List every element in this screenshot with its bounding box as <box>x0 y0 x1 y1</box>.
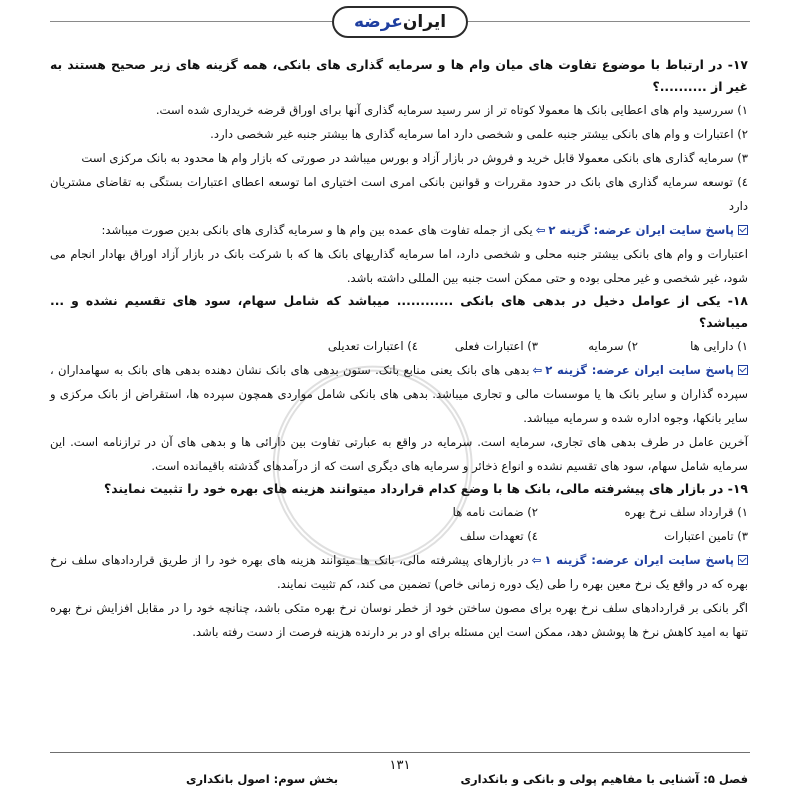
checkbox-icon <box>738 365 748 375</box>
checkbox-icon <box>738 225 748 235</box>
page-number: ۱۳۱ <box>389 758 411 773</box>
header-rule-right <box>468 21 750 22</box>
q18-answer <box>50 358 748 430</box>
q19-option-3: ۳) تامین اعتبارات <box>664 529 748 543</box>
question-17: ۱۷- در ارتباط با موضوع تفاوت های میان وام ها و سرمایه گذاری های بانکی، همه گزینه های زیر صحیح هستند به غیر از ..........؟ <box>50 57 748 94</box>
q17-option-3: ۳) سرمایه گذاری های بانکی معمولا قابل خرید و فروش در بازار آزاد و بورس میباشد در صورتی که بازار وام ها محدود به بانک مرکزی است <box>81 151 748 165</box>
q17-explanation: اعتبارات و وام های بانکی بیشتر جنبه محلی و شخصی دارد، اما سرمایه گذاریهای بانک ها که با شرکت بانک در بازار آزاد اوراق بهادار انجام می شود، غیر شخصی و غیر محلی بوده و حتی ممکن است جنبه بین المللی داشته باشد. <box>50 247 748 285</box>
q18-options <box>50 334 748 358</box>
site-logo <box>332 6 468 38</box>
q18-option-4: ٤) اعتبارات تعدیلی <box>327 339 418 353</box>
q18-explanation: آخرین عامل در طرف بدهی های تجاری، سرمایه است. سرمایه در واقع به عبارتی تفاوت بین دارائی ها و بدهی های آن در ترازنامه است. این سرمایه شامل سهام، سود های تقسیم نشده و انواع ذخائر و سرمایه های دیگری است که از درآمدهای گذشته باقیمانده است. <box>50 435 748 473</box>
q19-answer <box>50 548 748 596</box>
q17-answer <box>50 218 748 242</box>
logo-text-part1: ایران <box>402 12 447 32</box>
arrow-icon: ⇦ <box>532 363 543 377</box>
question-19: ۱۹- در بازار های پیشرفته مالی، بانک ها با وضع کدام قرارداد میتوانند هزینه های بهره خود را تثبیت نمایند؟ <box>104 481 748 496</box>
footer-rule <box>50 752 750 753</box>
footer-section: بخش سوم: اصول بانکداری <box>186 772 339 786</box>
q18-answer-title: پاسخ سایت ایران عرضه: گزینه ۲ <box>545 363 734 377</box>
q17-option-1: ۱) سررسید وام های اعطایی بانک ها معمولا کوتاه تر از سر رسید سرمایه گذاری آنها برای اوراق قرضه خریداری شده است. <box>155 103 748 117</box>
q19-answer-text: در بازارهای پیشرفته مالی، بانک ها میتوانند هزینه های بهره خود را از طریق قراردادهای سلف نرخ بهره که در واقع یک نرخ معین بهره را طی (یک دوره زمانی خاص) تضمین می کند، کم تثبیت نمایند. <box>50 553 748 591</box>
header-rule-left <box>50 21 332 22</box>
q19-option-1: ۱) قرارداد سلف نرخ بهره <box>624 505 748 519</box>
q18-option-3: ۳) اعتبارات فعلی <box>454 339 538 353</box>
q19-answer-title: پاسخ سایت ایران عرضه: گزینه ۱ <box>544 553 734 567</box>
q18-answer-text: بدهی های بانک یعنی منابع بانک. ستون بدهی های بانک نشان دهنده بدهی های بانک به سهامداران ، سپرده گذاران و سایر بانک ها یا موسسات مالی و تجاری میباشد. بدهی های بانکی شامل مواردی همچون سپرده ها، استقراض از بانک مرکزی و سایر بانکها، وجوه اداره شده و سرمایه میباشد. <box>50 363 748 425</box>
arrow-icon: ⇦ <box>531 553 542 567</box>
q17-answer-title: پاسخ سایت ایران عرضه: گزینه ۲ <box>548 223 734 237</box>
q19-option-4: ٤) تعهدات سلف <box>459 529 538 543</box>
checkbox-icon <box>738 555 748 565</box>
q17-answer-text: یکی از جمله تفاوت های عمده بین وام ها و سرمایه گذاری های بانکی بدین صورت میباشد: <box>101 223 533 237</box>
arrow-icon: ⇦ <box>535 223 546 237</box>
q17-option-4: ٤) توسعه سرمایه گذاری های بانک در حدود مقررات و قوانین بانکی امری است اختیاری اما توسعه اعطای اعتبارات بستگی به تقاضای مشتریان دارد <box>50 175 748 213</box>
q18-option-2: ۲) سرمایه <box>588 339 638 353</box>
logo-text-part2: عرضه <box>353 12 403 32</box>
q19-explanation: اگر بانکی بر قراردادهای سلف نرخ بهره برای مصون ساختن خود از خطر نوسان نرخ بهره متکی باشد، چنانچه خود را در مقابل افزایش نرخ بهره تنها به امید کاهش نرخ ها پوشش دهد، ممکن است این مسئله برای او در بر دارنده هزینه فرصت از دست رفته باشد. <box>50 601 748 639</box>
q19-options-row2 <box>50 524 748 548</box>
q17-option-2: ۲) اعتبارات و وام های بانکی بیشتر جنبه علمی و شخصی دارد اما سرمایه گذاری ها بیشتر جنبه غیر شخصی دارد. <box>210 127 748 141</box>
q19-options-row1 <box>50 500 748 524</box>
question-18: ۱۸- یکی از عوامل دخیل در بدهی های بانکی ............ میباشد که شامل سهام، سود های تقسیم نشده و ... میباشد؟ <box>50 293 748 330</box>
footer-chapter: فصل ۵: آشنایی با مفاهیم پولی و بانکی و بانکداری <box>460 772 748 786</box>
q18-option-1: ۱) دارایی ها <box>690 339 748 353</box>
q19-option-2: ۲) ضمانت نامه ها <box>452 505 538 519</box>
